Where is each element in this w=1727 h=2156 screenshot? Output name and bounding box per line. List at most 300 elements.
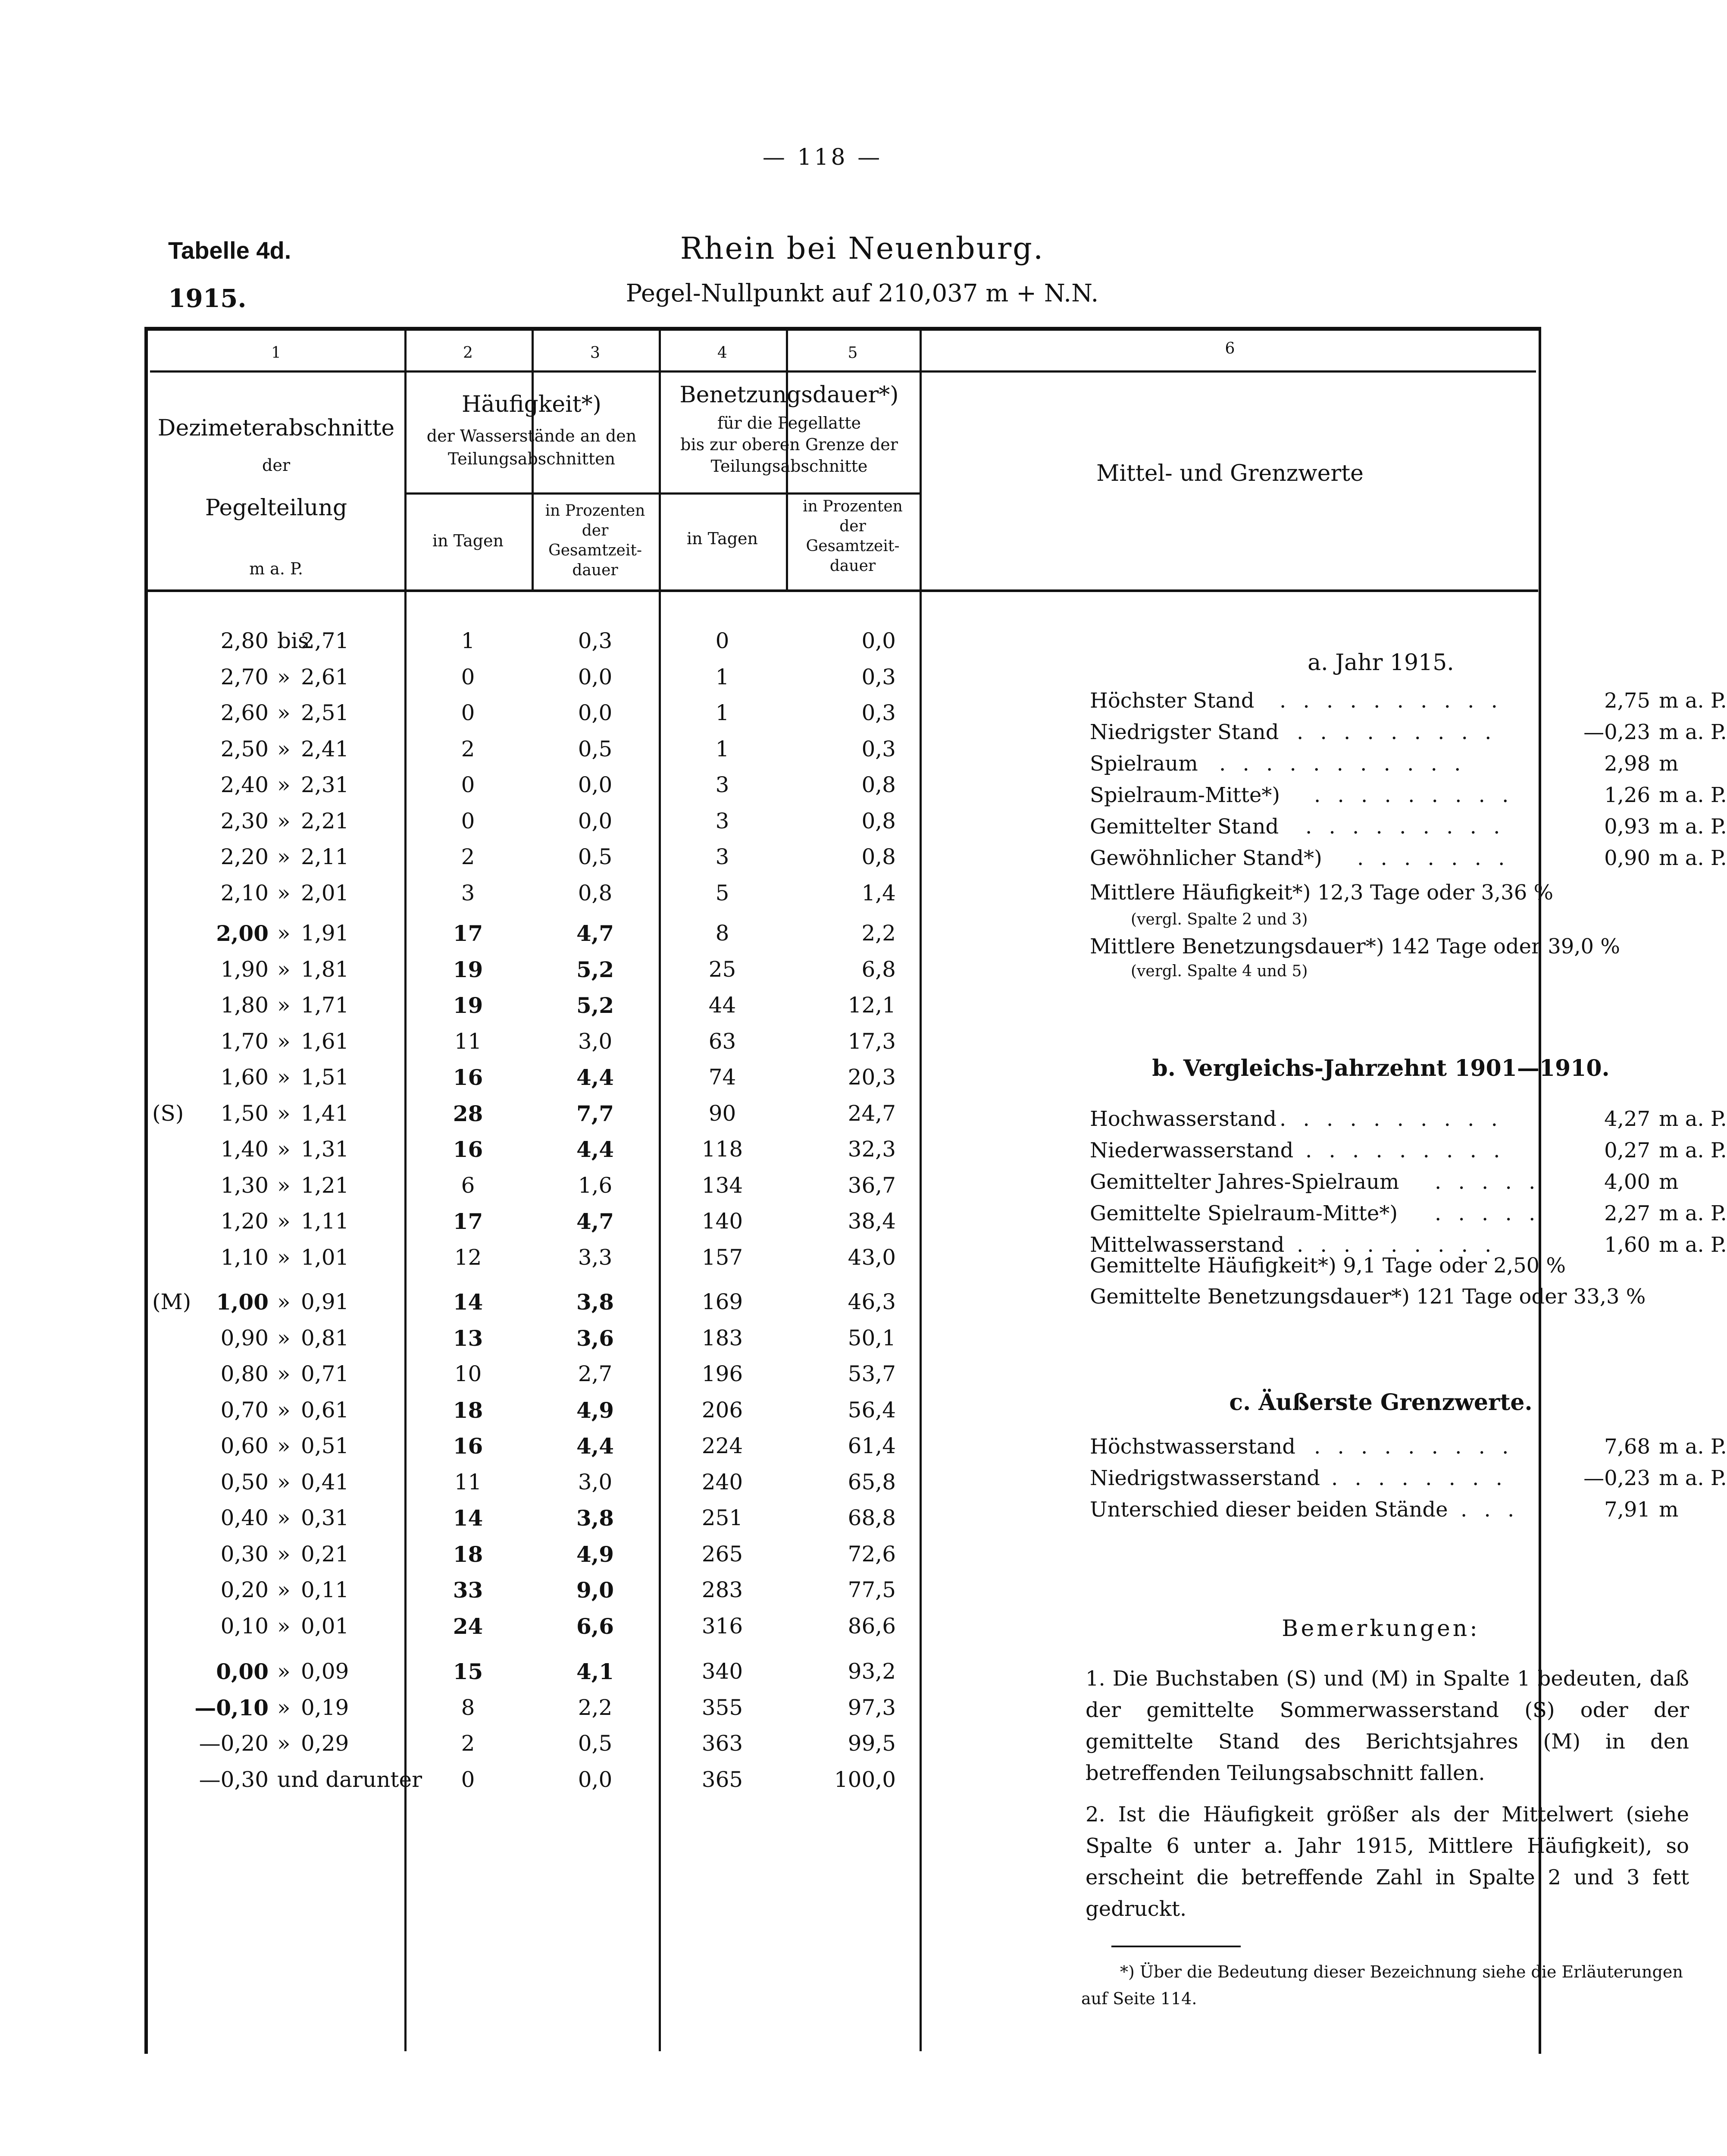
item-unit: m a. P. xyxy=(1659,1233,1727,1257)
row-days: 24 xyxy=(453,1613,483,1639)
row-to: 2,71 xyxy=(301,628,349,653)
section-b-title: b. Vergleichs-Jahrzehnt 1901—1910. xyxy=(1152,1055,1610,1081)
row-pct: 9,0 xyxy=(576,1577,614,1603)
page-subtitle: Pegel-Nullpunkt auf 210,037 m + N.N. xyxy=(626,279,1099,307)
row-ben-pct: 0,3 xyxy=(861,736,896,761)
row-ben-pct: 68,8 xyxy=(848,1505,896,1530)
table-row xyxy=(148,1398,1075,1432)
colnum-2: 2 xyxy=(463,344,473,362)
row-pct: 4,9 xyxy=(576,1397,614,1423)
item-leader: . . . . . . . . . . . xyxy=(1219,752,1466,776)
item-label: Gewöhnlicher Stand*) xyxy=(1090,846,1322,870)
item-leader: . . . . . . . . . xyxy=(1305,1138,1505,1163)
row-to: 1,21 xyxy=(301,1172,349,1198)
row-to: 1,61 xyxy=(301,1028,349,1054)
section_a-item xyxy=(1090,720,1727,750)
row-ben-pct: 32,3 xyxy=(848,1137,896,1162)
row-to: 0,29 xyxy=(301,1731,349,1756)
row-ben-pct: 36,7 xyxy=(848,1172,896,1198)
row-from: 0,00 xyxy=(216,1659,269,1684)
row-ben-pct: 0,8 xyxy=(861,844,896,869)
row-pct: 3,0 xyxy=(578,1028,613,1054)
row-days: 3 xyxy=(461,880,475,906)
row-days: 2 xyxy=(461,844,475,869)
row-ben-days: 3 xyxy=(715,772,729,797)
row-days: 15 xyxy=(453,1659,483,1684)
table-label: Tabelle 4d. xyxy=(168,237,291,264)
remark-2: 2. Ist die Häufigkeit größer als der Mittelwert (siehe Spalte 6 unter a. Jahr 1915, Mittlere Häufigkeit), so erscheint die betreffende Zahl in Spalte 2 und 3 fett gedruckt. xyxy=(1086,1802,1689,1921)
section_c-item xyxy=(1090,1498,1693,1528)
benetzung-sub2: bis zur oberen Grenze der xyxy=(680,435,898,454)
item-unit: m a. P. xyxy=(1659,1138,1727,1163)
row-to: 0,09 xyxy=(301,1659,349,1684)
col5-subheader: in Prozenten der Gesamtzeit- dauer xyxy=(803,498,903,575)
row-ben-days: 265 xyxy=(701,1541,743,1567)
col6-header: Mittel- und Grenzwerte xyxy=(1096,461,1364,486)
row-pct: 0,0 xyxy=(578,700,613,725)
item-leader: . . . . . . . . . . xyxy=(1280,1107,1503,1131)
row-ben-pct: 97,3 xyxy=(848,1695,896,1720)
row-from: 0,10 xyxy=(220,1613,269,1639)
row-pct: 4,4 xyxy=(576,1433,614,1459)
row-days: 10 xyxy=(454,1361,482,1386)
header-bottom-rule xyxy=(148,589,1538,592)
row-ben-days: 365 xyxy=(701,1767,743,1792)
row-to: 0,19 xyxy=(301,1695,349,1720)
table-row xyxy=(148,628,1075,663)
row-ben-days: 5 xyxy=(715,880,729,906)
row-from: 0,90 xyxy=(220,1325,269,1351)
row-to: 0,21 xyxy=(301,1541,349,1567)
gemittelte-haeufigkeit: Gemittelte Häufigkeit*) 9,1 Tage oder 2,50 % xyxy=(1090,1253,1566,1278)
row-ben-days: 3 xyxy=(715,844,729,869)
row-from: 0,60 xyxy=(220,1433,269,1458)
row-to: 1,91 xyxy=(301,921,349,946)
benetzung-sub3: Teilungsabschnitte xyxy=(710,457,868,476)
row-days: 8 xyxy=(461,1695,475,1720)
section_a-item xyxy=(1090,815,1727,845)
row-sep: » xyxy=(277,1325,291,1351)
group-rule xyxy=(404,492,920,495)
item-value: 1,26 xyxy=(1604,783,1650,807)
item-leader: . . . . . . . . . xyxy=(1314,783,1514,807)
row-ben-pct: 77,5 xyxy=(848,1577,896,1602)
row-sep: » xyxy=(277,1137,291,1162)
row-sep: » xyxy=(277,1433,291,1458)
row-pct: 0,5 xyxy=(578,736,613,761)
item-unit: m a. P. xyxy=(1659,1435,1727,1459)
row-to: 2,21 xyxy=(301,808,349,834)
row-pct: 3,0 xyxy=(578,1469,613,1495)
row-to: 0,11 xyxy=(301,1577,349,1602)
table-row xyxy=(148,1505,1075,1540)
row-days: 17 xyxy=(453,921,483,946)
row-ben-days: 140 xyxy=(701,1209,743,1234)
row-pct: 0,0 xyxy=(578,772,613,797)
row-ben-days: 3 xyxy=(715,808,729,834)
note-spalte-4-5: (vergl. Spalte 4 und 5) xyxy=(1131,962,1308,980)
row-sep: » xyxy=(277,1289,291,1314)
row-to: 1,11 xyxy=(301,1209,349,1234)
row-ben-days: 251 xyxy=(701,1505,743,1530)
row-sep: » xyxy=(277,1505,291,1530)
row-from: 2,80 xyxy=(220,628,269,653)
section_b-item xyxy=(1090,1170,1693,1200)
row-days: 11 xyxy=(454,1028,482,1054)
item-label: Spielraum-Mitte*) xyxy=(1090,783,1280,807)
row-ben-pct: 6,8 xyxy=(861,956,896,982)
row-to: 2,51 xyxy=(301,700,349,725)
row-sep: » xyxy=(277,1209,291,1234)
row-ben-pct: 65,8 xyxy=(848,1469,896,1495)
row-sep: » xyxy=(277,1244,291,1270)
row-sep: » xyxy=(277,1469,291,1495)
colnum-4: 4 xyxy=(717,344,727,362)
row-sep: » xyxy=(277,700,291,725)
section_c-item xyxy=(1090,1466,1727,1496)
row-pct: 0,3 xyxy=(578,628,613,653)
table-row xyxy=(148,1029,1075,1063)
item-label: Hochwasserstand xyxy=(1090,1107,1277,1131)
row-from: 1,60 xyxy=(220,1065,269,1090)
row-pct: 3,8 xyxy=(576,1289,614,1315)
row-from: 1,10 xyxy=(220,1244,269,1270)
row-sep: » xyxy=(277,1028,291,1054)
item-unit: m a. P. xyxy=(1659,815,1727,839)
row-ben-days: 196 xyxy=(701,1361,743,1386)
table-row xyxy=(148,1289,1075,1324)
item-value: 0,27 xyxy=(1604,1138,1650,1163)
item-label: Gemittelte Spielraum-Mitte*) xyxy=(1090,1201,1398,1225)
item-label: Spielraum xyxy=(1090,752,1198,776)
row-to: 1,31 xyxy=(301,1137,349,1162)
row-mark: (M) xyxy=(152,1289,191,1314)
row-ben-pct: 0,0 xyxy=(861,628,896,653)
row-days: 14 xyxy=(453,1505,483,1531)
row-days: 18 xyxy=(453,1397,483,1423)
row-sep: » xyxy=(277,1172,291,1198)
row-from: 0,70 xyxy=(220,1397,269,1423)
row-pct: 0,5 xyxy=(578,1731,613,1756)
benetzung-title: Benetzungsdauer*) xyxy=(679,382,899,408)
row-from: 1,40 xyxy=(220,1137,269,1162)
row-mark: (S) xyxy=(152,1100,184,1126)
row-from: 1,00 xyxy=(216,1289,269,1315)
row-pct: 5,2 xyxy=(576,993,614,1018)
item-value: 0,93 xyxy=(1604,815,1650,839)
row-ben-pct: 72,6 xyxy=(848,1541,896,1567)
row-days: 16 xyxy=(453,1065,483,1090)
row-ben-days: 44 xyxy=(708,993,736,1018)
row-ben-pct: 24,7 xyxy=(848,1100,896,1126)
col1-line4: m a. P. xyxy=(249,559,303,578)
item-value: 2,27 xyxy=(1604,1201,1650,1225)
row-to: 2,41 xyxy=(301,736,349,761)
row-ben-days: 1 xyxy=(715,736,729,761)
footnote-rule xyxy=(1111,1946,1241,1947)
row-from: 2,20 xyxy=(220,844,269,869)
item-unit: m a. P. xyxy=(1659,1107,1727,1131)
row-sep: » xyxy=(277,1695,291,1720)
row-ben-days: 1 xyxy=(715,700,729,725)
row-pct: 2,7 xyxy=(578,1361,613,1386)
table-row xyxy=(148,1173,1075,1207)
row-days: 0 xyxy=(461,808,475,834)
row-from: 0,40 xyxy=(220,1505,269,1530)
row-pct: 4,1 xyxy=(576,1659,614,1684)
section_c-item xyxy=(1090,1435,1727,1465)
row-pct: 0,0 xyxy=(578,808,613,834)
colnum-rule xyxy=(150,370,1536,373)
col1-line3: Pegelteilung xyxy=(205,495,347,521)
row-sep: » xyxy=(277,772,291,797)
row-days: 18 xyxy=(453,1541,483,1567)
table-row xyxy=(148,921,1075,955)
row-ben-days: 283 xyxy=(701,1577,743,1602)
row-pct: 4,9 xyxy=(576,1541,614,1567)
row-from: 2,30 xyxy=(220,808,269,834)
row-from: 0,20 xyxy=(220,1577,269,1602)
colnum-3: 3 xyxy=(590,344,600,362)
section-a-title: a. Jahr 1915. xyxy=(1308,650,1454,676)
row-ben-days: 90 xyxy=(708,1100,736,1126)
haeufigkeit-sub2: Teilungsabschnitten xyxy=(447,449,616,468)
row-ben-pct: 17,3 xyxy=(848,1028,896,1054)
row-to: 0,41 xyxy=(301,1469,349,1495)
row-days: 16 xyxy=(453,1137,483,1162)
row-sep: » xyxy=(277,1577,291,1602)
table-row xyxy=(148,772,1075,807)
row-pct: 4,4 xyxy=(576,1137,614,1162)
row-to: 0,61 xyxy=(301,1397,349,1423)
row-sep: » xyxy=(277,1659,291,1684)
row-days: 16 xyxy=(453,1433,483,1459)
item-unit: m xyxy=(1659,752,1679,776)
row-days: 11 xyxy=(454,1469,482,1495)
row-ben-pct: 46,3 xyxy=(848,1289,896,1314)
item-value: —0,23 xyxy=(1583,1466,1650,1490)
row-from: 1,30 xyxy=(220,1172,269,1198)
row-from: 2,70 xyxy=(220,664,269,689)
row-pct: 0,0 xyxy=(578,1767,613,1792)
item-leader: . . . . . . . xyxy=(1357,846,1510,870)
row-ben-days: 157 xyxy=(701,1244,743,1270)
row-to: 2,11 xyxy=(301,844,349,869)
row-ben-days: 63 xyxy=(708,1028,736,1054)
row-sep: » xyxy=(277,880,291,906)
row-to: 2,01 xyxy=(301,880,349,906)
row-pct: 0,8 xyxy=(578,880,613,906)
row-pct: 4,4 xyxy=(576,1065,614,1090)
row-to: 0,71 xyxy=(301,1361,349,1386)
item-label: Gemittelter Jahres-Spielraum xyxy=(1090,1170,1399,1194)
table-year: 1915. xyxy=(168,284,247,313)
row-from: —0,10 xyxy=(194,1695,269,1720)
table-frame xyxy=(144,327,1727,2054)
item-label: Niedrigster Stand xyxy=(1090,720,1279,744)
row-from: 1,90 xyxy=(220,956,269,982)
row-to: 0,81 xyxy=(301,1325,349,1351)
row-ben-days: 355 xyxy=(701,1695,743,1720)
row-days: 0 xyxy=(461,1767,475,1792)
table-row xyxy=(148,1731,1075,1765)
item-label: Mittelwasserstand xyxy=(1090,1233,1285,1257)
item-value: 4,00 xyxy=(1604,1170,1650,1194)
gemittelte-benetzung: Gemittelte Benetzungsdauer*) 121 Tage oder 33,3 % xyxy=(1090,1285,1646,1309)
row-ben-pct: 86,6 xyxy=(848,1613,896,1639)
row-pct: 3,6 xyxy=(576,1325,614,1351)
row-ben-days: 0 xyxy=(715,628,729,653)
table-row xyxy=(148,881,1075,915)
row-ben-days: 1 xyxy=(715,664,729,689)
row-days: 0 xyxy=(461,772,475,797)
row-pct: 0,5 xyxy=(578,844,613,869)
table-row xyxy=(148,1542,1075,1576)
row-ben-days: 340 xyxy=(701,1659,743,1684)
row-pct: 0,0 xyxy=(578,664,613,689)
table-row xyxy=(148,1326,1075,1360)
item-unit: m xyxy=(1659,1170,1679,1194)
row-ben-days: 169 xyxy=(701,1289,743,1314)
col4-subheader: in Tagen xyxy=(686,529,758,548)
row-to: 2,61 xyxy=(301,664,349,689)
colnum-6: 6 xyxy=(1225,340,1235,357)
table-row xyxy=(148,1695,1075,1730)
mittlere-benetzung: Mittlere Benetzungsdauer*) 142 Tage oder 39,0 % xyxy=(1090,934,1620,959)
item-value: 7,68 xyxy=(1604,1435,1650,1459)
item-value: —0,23 xyxy=(1583,720,1650,744)
table-row xyxy=(148,1361,1075,1396)
section_a-item xyxy=(1090,752,1693,782)
item-leader: . . . . . xyxy=(1435,1201,1541,1225)
row-to: 1,81 xyxy=(301,956,349,982)
row-pct: 4,7 xyxy=(576,1209,614,1234)
row-pct: 3,8 xyxy=(576,1505,614,1531)
item-unit: m a. P. xyxy=(1659,1201,1727,1225)
row-sep: » xyxy=(277,736,291,761)
table-row xyxy=(148,1101,1075,1135)
row-ben-pct: 100,0 xyxy=(834,1767,896,1792)
row-ben-pct: 99,5 xyxy=(848,1731,896,1756)
row-ben-pct: 12,1 xyxy=(848,993,896,1018)
row-days: 1 xyxy=(461,628,475,653)
item-unit: m a. P. xyxy=(1659,1466,1727,1490)
row-sep: bis xyxy=(277,628,309,653)
row-sep: » xyxy=(277,1065,291,1090)
row-ben-pct: 0,3 xyxy=(861,700,896,725)
row-sep: » xyxy=(277,844,291,869)
row-ben-pct: 2,2 xyxy=(861,921,896,946)
item-label: Gemittelter Stand xyxy=(1090,815,1279,839)
item-value: 0,90 xyxy=(1604,846,1650,870)
table-row xyxy=(148,1209,1075,1243)
col2-subheader: in Tagen xyxy=(432,531,504,550)
row-sep: und darunter xyxy=(277,1767,422,1792)
row-from: 1,50 xyxy=(220,1100,269,1126)
row-days: 0 xyxy=(461,700,475,725)
row-days: 13 xyxy=(453,1325,483,1351)
item-leader: . . . . . . . . . . xyxy=(1280,689,1503,713)
row-ben-days: 240 xyxy=(701,1469,743,1495)
row-ben-days: 363 xyxy=(701,1731,743,1756)
item-value: 7,91 xyxy=(1604,1498,1650,1522)
colnum-1: 1 xyxy=(271,344,281,362)
col1-line1: Dezimeterabschnitte xyxy=(157,415,395,441)
row-from: 0,30 xyxy=(220,1541,269,1567)
col1-line2: der xyxy=(262,456,290,475)
row-ben-pct: 0,8 xyxy=(861,772,896,797)
row-ben-pct: 61,4 xyxy=(848,1433,896,1458)
row-to: 1,01 xyxy=(301,1244,349,1270)
section_b-item xyxy=(1090,1107,1727,1137)
table-row xyxy=(148,1614,1075,1648)
table-row xyxy=(148,1065,1075,1099)
table-row xyxy=(148,1245,1075,1279)
item-label: Niederwasserstand xyxy=(1090,1138,1294,1163)
table-row xyxy=(148,1470,1075,1504)
row-sep: » xyxy=(277,1613,291,1639)
item-unit: m a. P. xyxy=(1659,689,1727,713)
table-row xyxy=(148,1433,1075,1468)
remark-1: 1. Die Buchstaben (S) und (M) in Spalte 1 bedeuten, daß der gemittelte Sommerwasserstand (S) oder der gemittelte Stand des Berichtsjahres (M) in den betreffenden Teilungsabschnitt fallen. xyxy=(1086,1667,1689,1785)
item-leader: . . . . . . . . . xyxy=(1305,815,1505,839)
row-days: 14 xyxy=(453,1289,483,1315)
note-spalte-2-3: (vergl. Spalte 2 und 3) xyxy=(1131,911,1308,928)
row-pct: 1,6 xyxy=(578,1172,613,1198)
row-days: 28 xyxy=(453,1100,483,1126)
table-row xyxy=(148,1767,1075,1802)
row-from: 2,60 xyxy=(220,700,269,725)
page-number: — 118 — xyxy=(762,144,883,170)
row-ben-days: 206 xyxy=(701,1397,743,1423)
colnum-5: 5 xyxy=(848,344,858,362)
section_b-item xyxy=(1090,1138,1727,1169)
item-label: Niedrigstwasserstand xyxy=(1090,1466,1320,1490)
row-pct: 2,2 xyxy=(578,1695,613,1720)
row-pct: 3,3 xyxy=(578,1244,613,1270)
row-days: 2 xyxy=(461,1731,475,1756)
footnote: *) Über die Bedeutung dieser Bezeichnung siehe die Erläuterungen auf Seite 114. xyxy=(1081,1962,1683,2008)
row-ben-pct: 50,1 xyxy=(848,1325,896,1351)
row-from: 0,80 xyxy=(220,1361,269,1386)
row-days: 2 xyxy=(461,736,475,761)
row-days: 12 xyxy=(454,1244,482,1270)
row-days: 19 xyxy=(453,956,483,982)
item-unit: m xyxy=(1659,1498,1679,1522)
row-sep: » xyxy=(277,921,291,946)
haeufigkeit-title: Häufigkeit*) xyxy=(462,392,601,417)
row-ben-pct: 56,4 xyxy=(848,1397,896,1423)
row-pct: 7,7 xyxy=(576,1100,614,1126)
mittlere-haeufigkeit: Mittlere Häufigkeit*) 12,3 Tage oder 3,36 % xyxy=(1090,881,1554,905)
item-leader: . . . . . xyxy=(1435,1170,1541,1194)
row-sep: » xyxy=(277,808,291,834)
row-ben-days: 183 xyxy=(701,1325,743,1351)
row-ben-days: 224 xyxy=(701,1433,743,1458)
table-row xyxy=(148,700,1075,735)
row-pct: 4,7 xyxy=(576,921,614,946)
row-from: 2,50 xyxy=(220,736,269,761)
row-from: 1,20 xyxy=(220,1209,269,1234)
row-ben-days: 74 xyxy=(708,1065,736,1090)
item-leader: . . . . . . . . xyxy=(1331,1466,1508,1490)
item-value: 4,27 xyxy=(1604,1107,1650,1131)
row-days: 33 xyxy=(453,1577,483,1603)
page-title: Rhein bei Neuenburg. xyxy=(680,231,1045,266)
row-to: 2,31 xyxy=(301,772,349,797)
section_b-item xyxy=(1090,1201,1727,1232)
haeufigkeit-sub1: der Wasserstände an den xyxy=(426,426,637,445)
